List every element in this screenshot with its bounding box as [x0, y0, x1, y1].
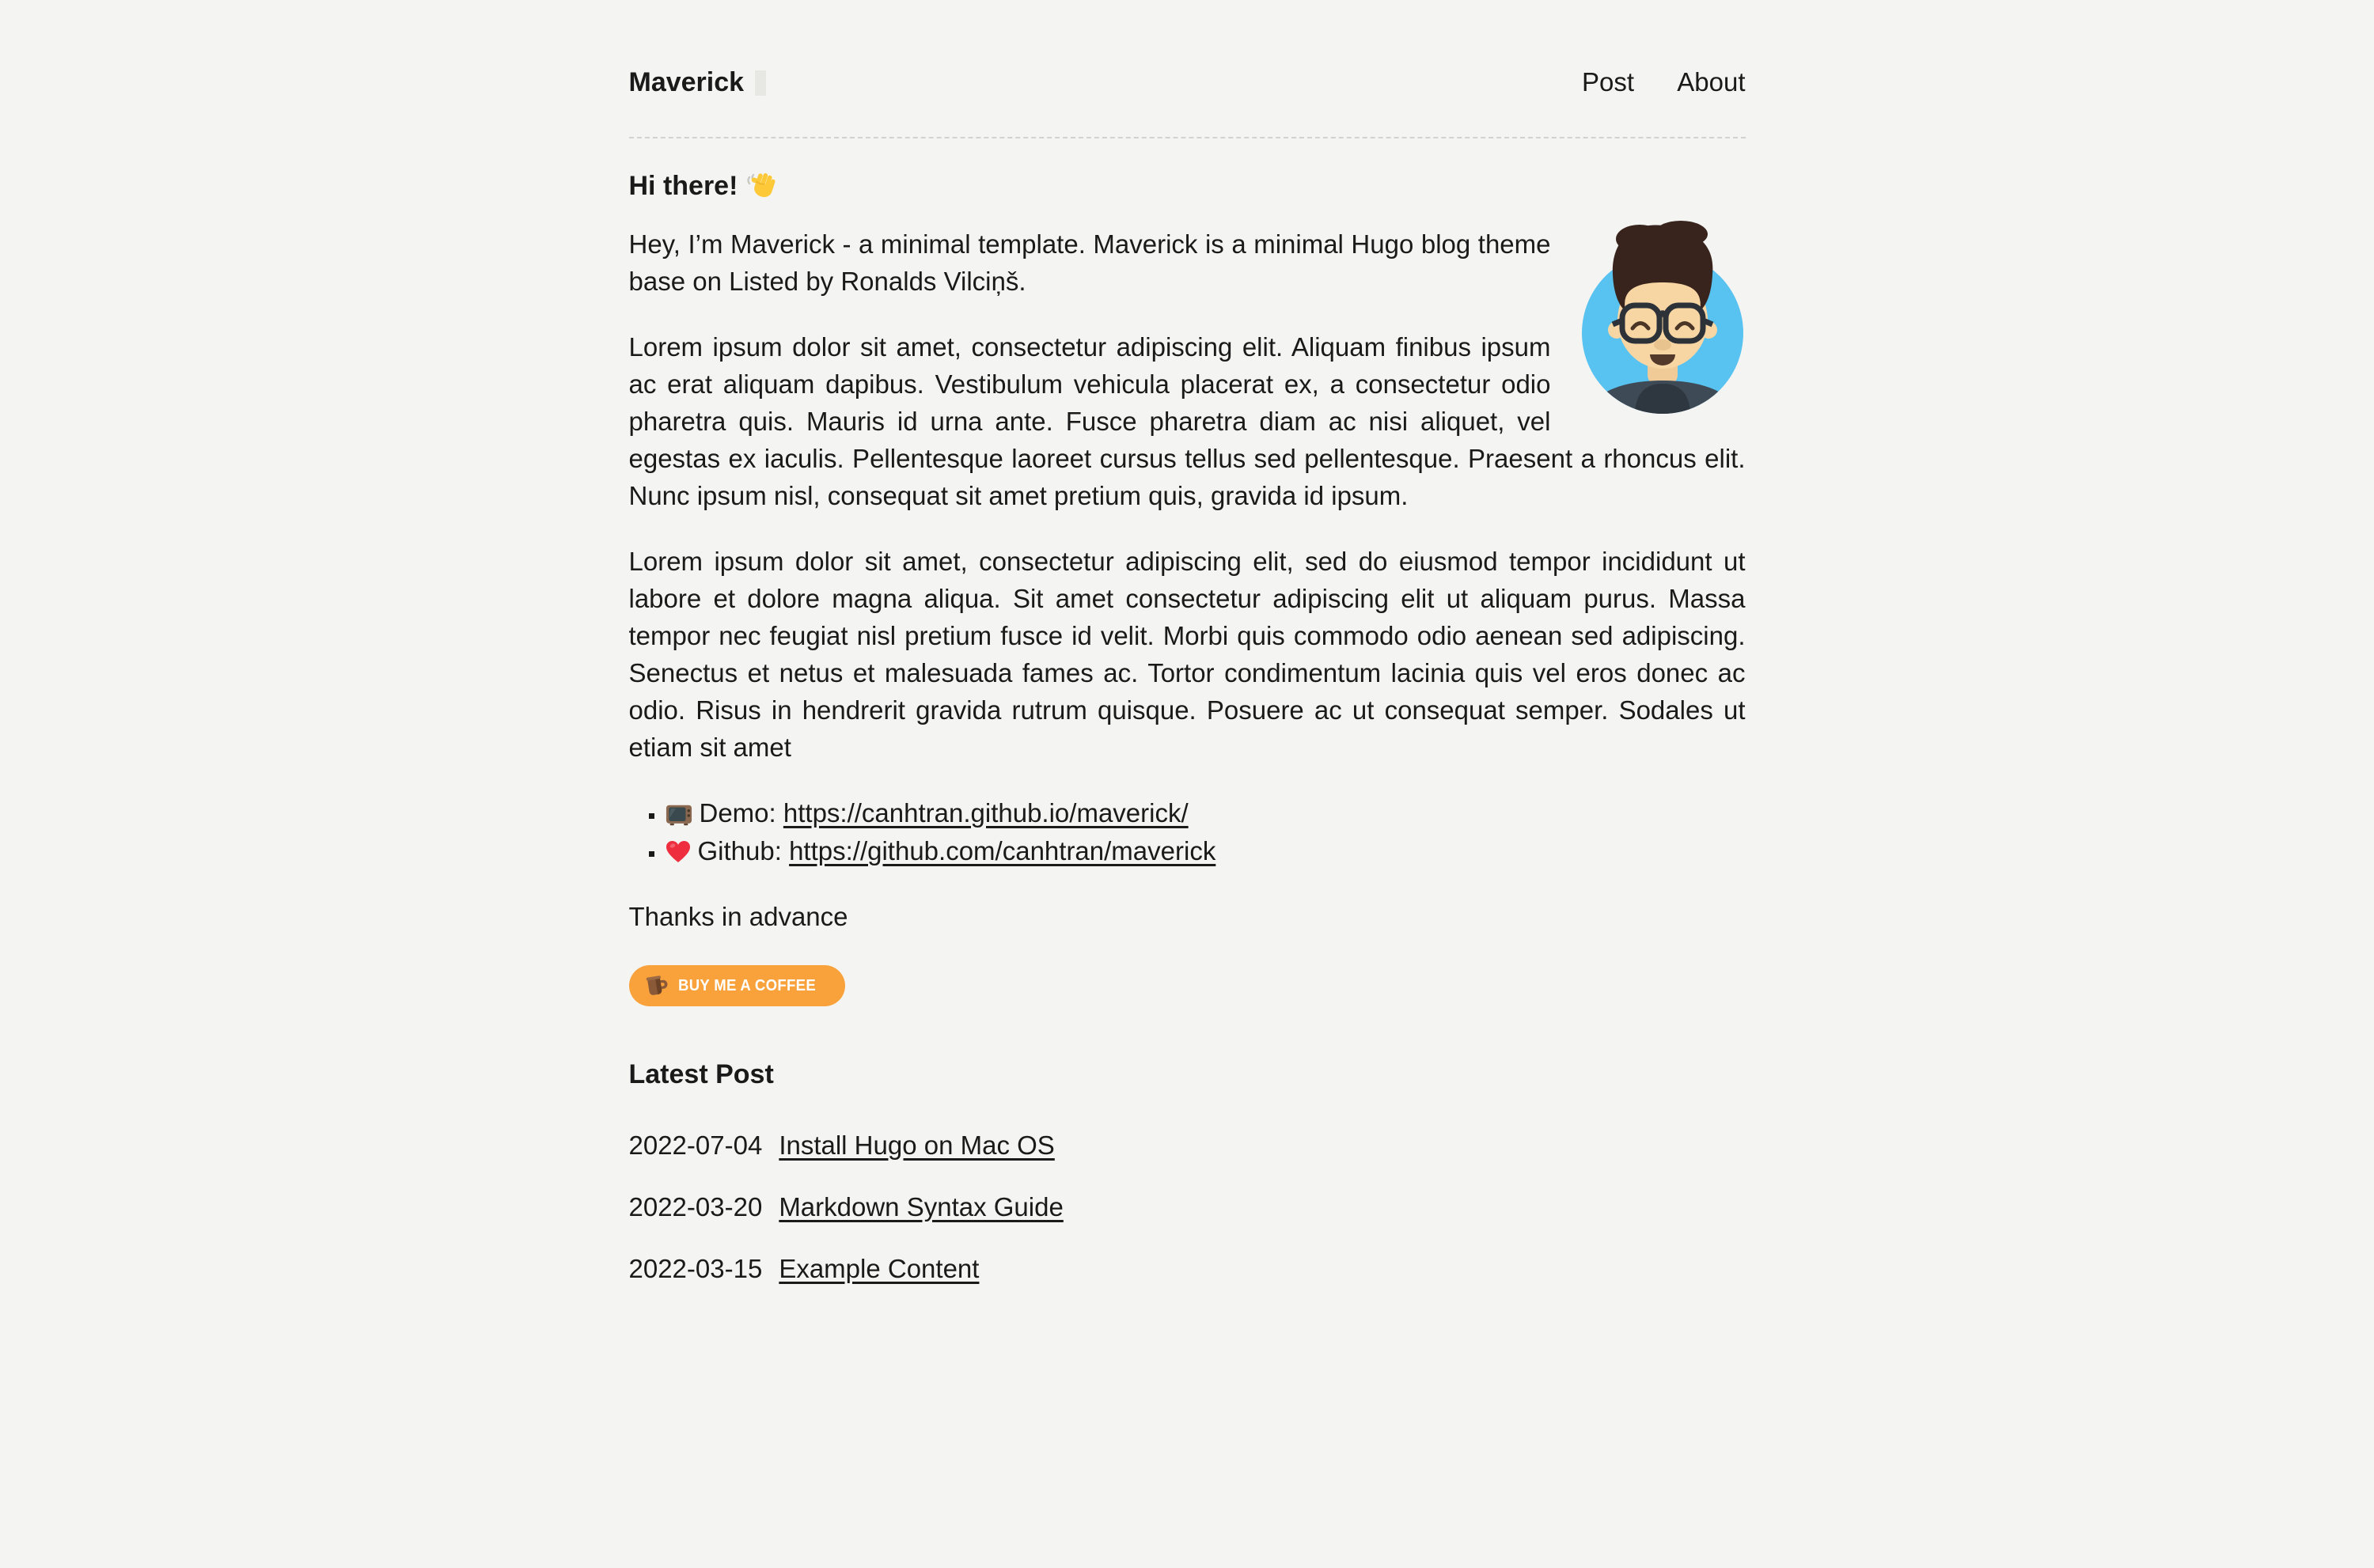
list-item-demo [666, 794, 1746, 831]
main-content [629, 167, 1746, 1287]
intro-paragraph-3: Lorem ipsum dolor sit amet, consectetur adipiscing elit, sed do eiusmod tempor incididunt ut labore et dolore magna aliqua. Sit amet consectetur adipiscing elit ut aliquam purus. Massa tempor nec feugiat nisl pretium fusce id velit. Morbi quis commodo odio aenean sed adipiscing. Senectus et netus et malesuada fames ac. Tortor condimentum lacinia quis vel eros donec ac odio. Risus in hendrerit gravida rutrum quisque. Posuere ac ut consequat semper. Sodales ut etiam sit amet [628, 547, 1746, 762]
main-nav [1546, 63, 1745, 100]
nav-post[interactable]: Post [1582, 67, 1635, 97]
latest-post-heading: Latest Post [628, 1059, 774, 1089]
waving-hand-icon [745, 169, 777, 201]
avatar-man-glasses-illustration [1580, 218, 1746, 415]
nav-about[interactable]: About [1677, 67, 1746, 97]
post-row [629, 1188, 1746, 1225]
red-heart-icon [666, 840, 691, 864]
intro-heading [629, 167, 1746, 205]
list-item-github-label: Github: [697, 836, 782, 865]
post-row [629, 1127, 1746, 1164]
resource-list [629, 794, 1746, 869]
post-link-install-hugo[interactable]: Install Hugo on Mac OS [779, 1131, 1055, 1160]
avatar [1580, 218, 1746, 415]
post-row [629, 1250, 1746, 1287]
list-item-github [666, 832, 1746, 869]
github-link[interactable]: https://github.com/canhtran/maverick [789, 836, 1216, 865]
title-cursor [755, 70, 766, 96]
list-item-demo-label: Demo: [699, 798, 776, 828]
intro-paragraph-1 [629, 225, 1746, 300]
intro-heading-text: Hi there! [628, 171, 738, 201]
page-container [629, 0, 1746, 1287]
post-link-example-content[interactable]: Example Content [779, 1254, 980, 1283]
site-title-wrap [629, 64, 767, 101]
buy-me-a-coffee-button[interactable] [629, 965, 845, 1006]
post-date: 2022-03-15 [628, 1254, 763, 1283]
site-header [629, 63, 1746, 138]
demo-link[interactable]: https://canhtran.github.io/maverick/ [783, 798, 1189, 828]
thanks-text: Thanks in advance [628, 902, 848, 931]
post-date: 2022-03-20 [628, 1192, 763, 1221]
intro-paragraph-1-text: Hey, I’m Maverick - a minimal template. Maverick is a minimal Hugo blog theme base on Listed by Ronalds Vilciņš. [628, 229, 1551, 296]
intro-paragraph-2: Lorem ipsum dolor sit amet, consectetur adipiscing elit. Aliquam finibus ipsum ac erat aliquam dapibus. Vestibulum vehicula placerat ex, a consectetur odio pharetra quis. Mauris id urna ante. Fusce pharetra diam ac nisi aliquet, vel egestas ex iaculis. Pellentesque laoreet cursus tellus sed pellentesque. Praesent a rhoncus elit. Nunc ipsum nisl, consequat sit amet pretium quis, gravida id ipsum. [628, 332, 1746, 510]
coffee-mug-icon [642, 971, 670, 1000]
site-title[interactable]: Maverick [628, 67, 745, 97]
post-date: 2022-07-04 [628, 1131, 763, 1160]
tv-icon [666, 803, 692, 826]
post-link-markdown-guide[interactable]: Markdown Syntax Guide [779, 1192, 1064, 1221]
buy-me-a-coffee-label: BUY ME A COFFEE [677, 976, 816, 994]
